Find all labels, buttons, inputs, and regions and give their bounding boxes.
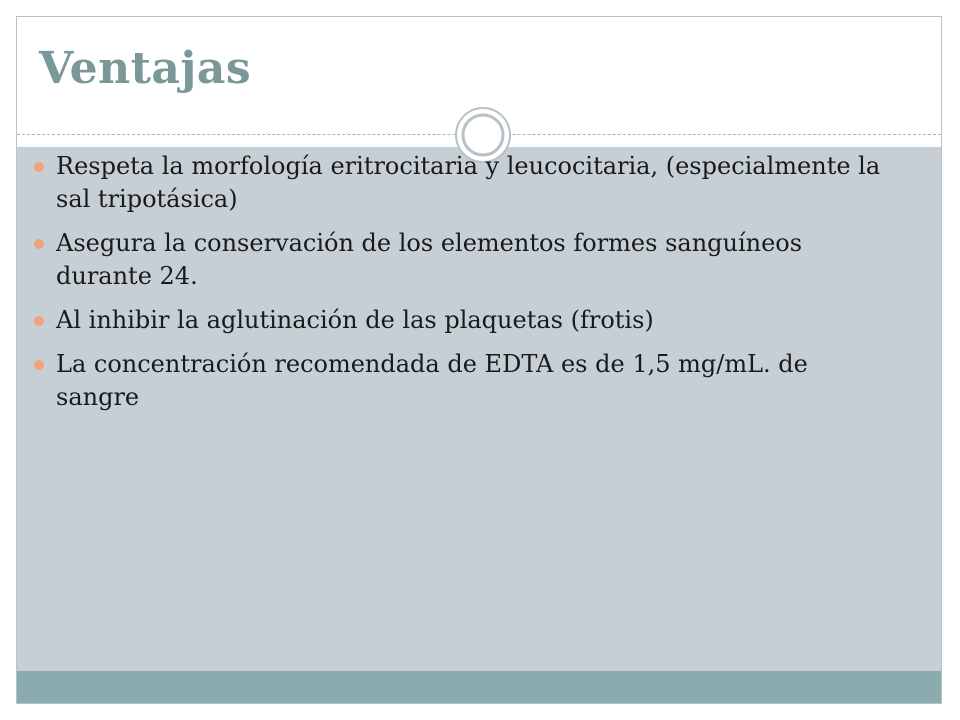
- bullet-icon: [34, 316, 44, 326]
- bullet-item: [34, 227, 894, 293]
- bullet-item: [34, 348, 894, 414]
- footer-bar: [17, 671, 941, 703]
- bullet-item: [34, 150, 894, 216]
- bullet-icon: [34, 239, 44, 249]
- bullet-icon: [34, 162, 44, 172]
- bullet-list: [34, 150, 894, 425]
- slide-title: Ventajas: [39, 43, 252, 94]
- bullet-item: [34, 304, 894, 337]
- bullet-text: La concentración recomendada de EDTA es de 1,5 mg/mL. de sangre: [56, 350, 808, 411]
- bullet-text: Respeta la morfología eritrocitaria y leucocitaria, (especialmente la sal tripotásica): [56, 152, 881, 213]
- bullet-text: Al inhibir la aglutinación de las plaquetas (frotis): [56, 306, 654, 334]
- bullet-icon: [34, 360, 44, 370]
- bullet-text: Asegura la conservación de los elementos formes sanguíneos durante 24.: [56, 229, 803, 290]
